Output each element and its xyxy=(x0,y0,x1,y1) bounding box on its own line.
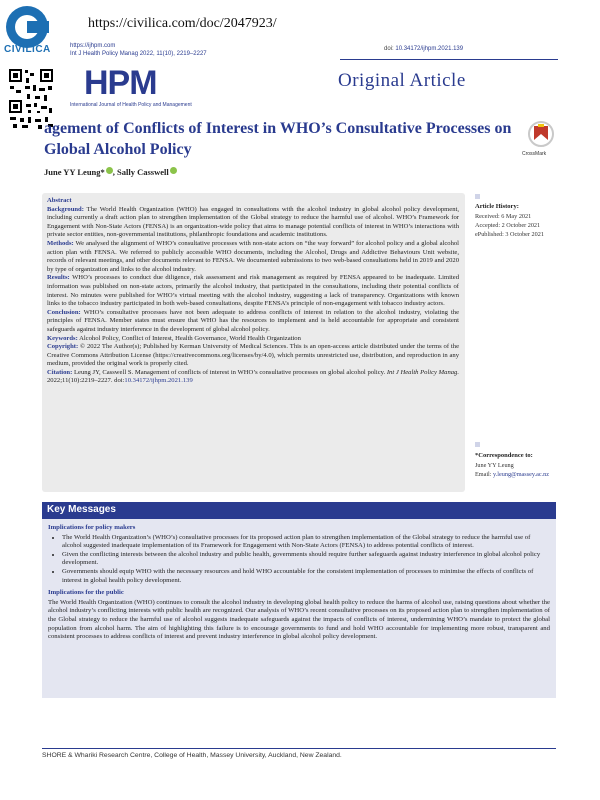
doi-label: doi xyxy=(384,46,393,52)
citation-doi-link[interactable]: 10.34172/ijhpm.2021.139 xyxy=(124,377,193,385)
results-text: WHO’s processes to conduct due diligence, risk assessment and risk management as required by FENSA appeared to be inadequate. Limited information was published on non-state actors, primarily the alcohol industry, that participated in the consultations, including their potential conflicts of interest. No minutes were published for WHO’s virtual meeting with the alcohol industry, suggesting a lack of transparency. Organizations with known links to the tobacco industry participated in both web-based consultations, despite FENSA’s principle of non-engagement with tobacco industry actors. xyxy=(47,274,459,308)
article-title: agement of Conflicts of Interest in WHO’s Consultative Processes on Global Alcohol Policy xyxy=(44,120,512,158)
source-url[interactable]: https://civilica.com/doc/2047923/ xyxy=(88,16,277,31)
policy-heading: Implications for policy makers xyxy=(48,524,136,531)
orcid-icon[interactable] xyxy=(106,167,113,174)
doi-value[interactable]: 10.34172/ijhpm.2021.139 xyxy=(395,46,464,52)
citation-text: Leung JY, Casswell S. Management of conflicts of interest in WHO’s consultative processes on global alcohol policy. xyxy=(73,368,386,376)
author-list: June YY Leung* , Sally Casswell xyxy=(44,167,177,177)
public-text: The World Health Organization (WHO) continues to consult the alcohol industry in developing global health policy to reduce the harms of alcohol use, raising questions about whether the alcohol industry’s conflicting interests with public health are recognized. Our analysis of WHO’s recent consultative processes on its proposed action plan to strengthen implementation of the Global strategy to reduce the harmful use of alcohol suggests inadequate safeguards against the impacts of conflicts of interest, undermining WHO’s mandate to protect the global population from alcohol harm. The aim of highlighting this failure is to encourage governments to fund and hold WHO accountable for implementing more robust, transparent and consistent processes to address conflicts of interest and prevent industry interference in global alcohol policy development. xyxy=(48,598,550,641)
methods-label: Methods: xyxy=(47,239,74,247)
article-type: Original Article xyxy=(338,70,466,91)
author-name[interactable]: June YY Leung* xyxy=(44,167,105,177)
orcid-icon[interactable] xyxy=(170,167,177,174)
journal-logo: HPM xyxy=(84,64,157,102)
history-accepted: Accepted: 2 October 2021 xyxy=(475,222,541,229)
doi-line: doi: 10.34172/ijhpm.2021.139 xyxy=(384,46,464,52)
civilica-brand: CIVILICA xyxy=(4,44,51,55)
footnote-rule xyxy=(42,748,556,749)
history-marker xyxy=(475,194,480,199)
crossmark-label: CrossMark xyxy=(522,151,547,157)
correspondence-name: June YY Leung xyxy=(475,462,514,469)
citation-journal: Int J Health Policy Manag. xyxy=(386,368,459,376)
background-label: Background: xyxy=(47,205,84,213)
crossmark-icon[interactable] xyxy=(527,120,555,152)
key-messages-header xyxy=(42,502,556,519)
journal-full-name: International Journal of Health Policy and Management xyxy=(70,102,192,108)
list-item: • Given the conflicting interests between the alcohol industry and public health, governments should require further safeguards against industry interference in global alcohol policy development. xyxy=(62,551,550,568)
header-rule xyxy=(340,59,558,60)
list-item: • Governments should equip WHO with the necessary resources and hold WHO accountable for the consistent implementation of processes to minimise the effects of conflicts of interest in global health policy development. xyxy=(62,568,550,585)
copyright-label: Copyright: xyxy=(47,343,79,351)
conclusion-label: Conclusion: xyxy=(47,308,81,316)
citation-label: Citation: xyxy=(47,368,73,376)
public-heading: Implications for the public xyxy=(48,589,124,597)
background-text: The World Health Organization (WHO) has engaged in consultations with the alcohol industry in global alcohol policy development, including currently a draft action plan to strengthen implementation of the Global strategy to reduce the harmful use of alcohol. WHO’s Framework for Engagement with Non-State Actors (FENSA) is an organization-wide policy that aims to manage potential conflicts of interest in WHO’s interactions with private sector entities, non-governmental institutions, philanthropic foundations and academic institutions. xyxy=(47,205,459,239)
author-name[interactable]: Sally Casswell xyxy=(117,167,169,177)
policy-list xyxy=(48,534,550,586)
history-title: Article History: xyxy=(475,203,519,210)
copyright-text: © 2022 The Author(s); Published by Kerman University of Medical Sciences. This is an open-access article distributed under the terms of the Creative Commons Attribution License (https://creativecommons.org/licenses/by/4.0), which permits unrestricted use, distribution, and reproduction in any medium, provided the original work is properly cited. xyxy=(47,343,459,368)
citation-pages: 2022;11(10):2219–2227. doi: xyxy=(47,377,125,385)
abstract-box xyxy=(42,193,465,492)
conclusion-text: WHO’s consultative processes have not been adequate to address conflicts of interest in relation to the alcohol industry, violating the principles of FENSA. Member states must ensure that WHO has the resources to implement and is held accountable for appropriate and consistent safeguards against industry interference in the development of global alcohol policy. xyxy=(47,308,460,333)
methods-text: We analysed the alignment of WHO’s consultative processes with non-state actors on “the way forward” for alcohol policy and a global alcohol action plan with FENSA. We referred to publicly accessible WHO documents, including the Alcohol, Drugs and Addictive Behaviours Unit website, records of relevant meetings, and other documents relevant to FENSA. We documented submissions to two web-based consultations held in 2019 and 2020 by type of organization and links to the alcohol industry. xyxy=(47,239,459,273)
correspondence-marker xyxy=(475,442,480,447)
affiliation-footnote: SHORE & Whariki Research Centre, College of Health, Massey University, Auckland, New Zealand. xyxy=(42,752,342,759)
abstract-text xyxy=(47,197,459,386)
correspondence-email xyxy=(475,471,549,478)
keywords-text: Alcohol Policy, Conflict of Interest, Health Governance, World Health Organization xyxy=(79,334,301,342)
correspondence-title: *Correspondence to: xyxy=(475,452,533,459)
history-received: Received: 6 May 2021 xyxy=(475,213,532,220)
history-epublished: ePublished: 3 October 2021 xyxy=(475,231,544,238)
abstract-heading: Abstract xyxy=(47,197,72,204)
key-messages-body xyxy=(42,519,556,698)
email-label: Email: xyxy=(475,471,494,478)
results-label: Results: xyxy=(47,274,70,282)
key-messages-content xyxy=(48,524,550,642)
journal-url[interactable]: https://ijhpm.com xyxy=(70,43,116,49)
keywords-label: Keywords: xyxy=(47,334,78,342)
key-messages-title: Key Messages xyxy=(47,504,116,515)
email-link[interactable]: y.leung@massey.ac.nz xyxy=(493,471,549,478)
journal-citation: Int J Health Policy Manag 2022, 11(10), 2219–2227 xyxy=(70,51,207,57)
list-item: • The World Health Organization’s (WHO’s) consultative processes for its proposed action plan to strengthen implementation of the Global strategy to reduce the harmful use of alcohol suggested inadequate implementation of its Framework for Engagement with Non-State Actors (FENSA) to address potential conflicts of interest. xyxy=(62,534,550,551)
